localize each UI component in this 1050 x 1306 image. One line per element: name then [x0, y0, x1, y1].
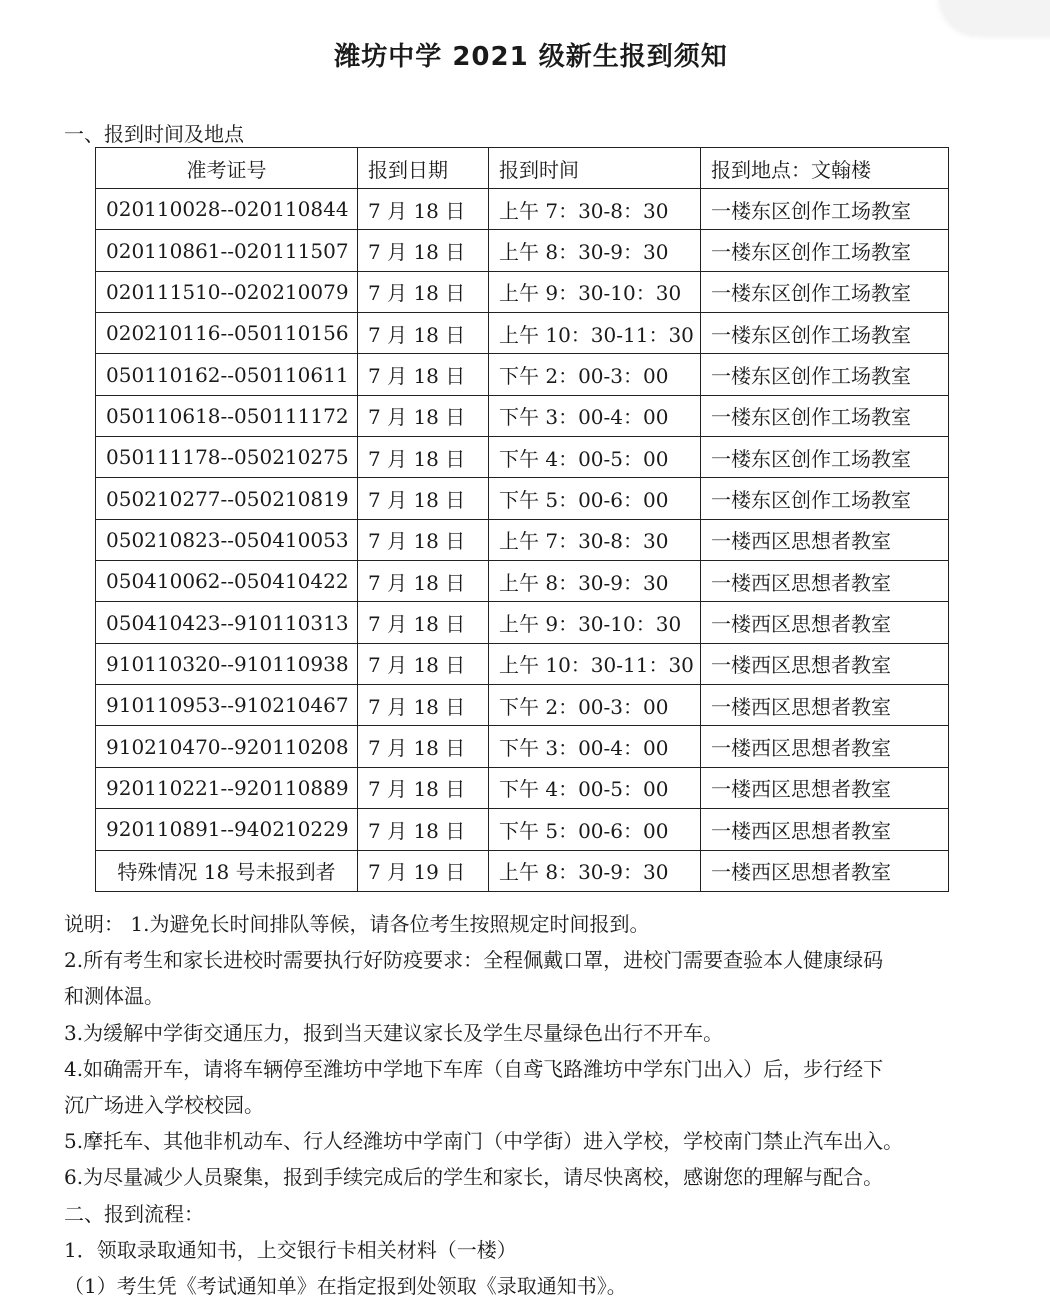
- cell-time: 上午 8：30-9：30: [489, 850, 701, 891]
- table-row: [96, 643, 949, 684]
- table-row: [96, 313, 949, 354]
- cell-time: 下午 4：00-5：00: [489, 767, 701, 808]
- cell-time: 上午 7：30-8：30: [489, 519, 701, 560]
- notes-section: [64, 906, 1024, 1304]
- cell-date: 7 月 18 日: [358, 313, 489, 354]
- cell-location: 一楼东区创作工场教室: [701, 271, 949, 312]
- cell-exam-id-range: 910110320--910110938: [96, 643, 358, 684]
- note-line: 5.摩托车、其他非机动车、行人经潍坊中学南门（中学街）进入学校，学校南门禁止汽车出入。: [64, 1129, 904, 1154]
- registration-schedule-table: [95, 147, 949, 892]
- cell-exam-id-range: 050210277--050210819: [96, 478, 358, 519]
- cell-time: 下午 2：00-3：00: [489, 354, 701, 395]
- cell-location: 一楼西区思想者教室: [701, 809, 949, 850]
- cell-date: 7 月 19 日: [358, 850, 489, 891]
- table-row: [96, 685, 949, 726]
- table-row: [96, 354, 949, 395]
- table-row: [96, 230, 949, 271]
- table-row: [96, 271, 949, 312]
- cell-location: 一楼西区思想者教室: [701, 643, 949, 684]
- cell-exam-id-range: 050410423--910110313: [96, 602, 358, 643]
- cell-location: 一楼西区思想者教室: [701, 850, 949, 891]
- cell-time: 上午 8：30-9：30: [489, 561, 701, 602]
- cell-exam-id-range: 020210116--050110156: [96, 313, 358, 354]
- cell-date: 7 月 18 日: [358, 767, 489, 808]
- cell-location: 一楼西区思想者教室: [701, 767, 949, 808]
- cell-time: 下午 5：00-6：00: [489, 478, 701, 519]
- cell-exam-id-range: 910110953--910210467: [96, 685, 358, 726]
- note-line: 2.所有考生和家长进校时需要执行好防疫要求：全程佩戴口罩，进校门需要查验本人健康绿码: [64, 948, 884, 973]
- cell-date: 7 月 18 日: [358, 726, 489, 767]
- cell-time: 下午 5：00-6：00: [489, 809, 701, 850]
- cell-location: 一楼东区创作工场教室: [701, 189, 949, 230]
- page-corner-decoration: [940, 0, 1050, 35]
- note-line: 说明： 1.为避免长时间排队等候，请各位考生按照规定时间报到。: [64, 912, 650, 936]
- cell-exam-id-range: 020111510--020210079: [96, 271, 358, 312]
- section-heading-schedule: 一、报到时间及地点: [64, 122, 244, 146]
- cell-time: 上午 10：30-11：30: [489, 643, 701, 684]
- cell-exam-id-range: 020110861--020111507: [96, 230, 358, 271]
- cell-date: 7 月 18 日: [358, 478, 489, 519]
- note-line: 二、报到流程：: [64, 1201, 204, 1226]
- cell-date: 7 月 18 日: [358, 395, 489, 436]
- cell-time: 上午 10：30-11：30: [489, 313, 701, 354]
- note-line: 3.为缓解中学街交通压力，报到当天建议家长及学生尽量绿色出行不开车。: [64, 1020, 724, 1045]
- table-row: [96, 602, 949, 643]
- table-row: [96, 850, 949, 891]
- note-line: 4.如确需开车，请将车辆停至潍坊中学地下车库（自鸢飞路潍坊中学东门出入）后，步行经下: [64, 1056, 884, 1081]
- cell-location: 一楼西区思想者教室: [701, 561, 949, 602]
- cell-exam-id-range: 020110028--020110844: [96, 189, 358, 230]
- cell-time: 下午 2：00-3：00: [489, 685, 701, 726]
- table-row: [96, 767, 949, 808]
- note-line: 和测体温。: [64, 984, 164, 1009]
- table-row: [96, 726, 949, 767]
- cell-time: 上午 9：30-10：30: [489, 271, 701, 312]
- cell-date: 7 月 18 日: [358, 437, 489, 478]
- cell-date: 7 月 18 日: [358, 685, 489, 726]
- cell-date: 7 月 18 日: [358, 189, 489, 230]
- table-row: [96, 395, 949, 436]
- header-time: 报到时间: [489, 148, 701, 189]
- cell-date: 7 月 18 日: [358, 643, 489, 684]
- cell-location: 一楼东区创作工场教室: [701, 478, 949, 519]
- note-line: 6.为尽量减少人员聚集，报到手续完成后的学生和家长，请尽快离校，感谢您的理解与配合。: [64, 1165, 884, 1190]
- cell-exam-id-range: 050110162--050110611: [96, 354, 358, 395]
- cell-date: 7 月 18 日: [358, 271, 489, 312]
- cell-location: 一楼东区创作工场教室: [701, 395, 949, 436]
- cell-date: 7 月 18 日: [358, 809, 489, 850]
- cell-location: 一楼东区创作工场教室: [701, 354, 949, 395]
- header-location: 报到地点：文翰楼: [701, 148, 949, 189]
- table-row: [96, 561, 949, 602]
- page-title: 潍坊中学 2021 级新生报到须知: [334, 42, 728, 72]
- cell-time: 上午 7：30-8：30: [489, 189, 701, 230]
- cell-exam-id-range: 050110618--050111172: [96, 395, 358, 436]
- cell-exam-id-range: 050410062--050410422: [96, 561, 358, 602]
- cell-location: 一楼西区思想者教室: [701, 602, 949, 643]
- table-row: [96, 437, 949, 478]
- cell-date: 7 月 18 日: [358, 561, 489, 602]
- cell-time: 上午 8：30-9：30: [489, 230, 701, 271]
- cell-exam-id-range: 920110891--940210229: [96, 809, 358, 850]
- cell-time: 下午 4：00-5：00: [489, 437, 701, 478]
- header-exam-id: 准考证号: [96, 148, 358, 189]
- cell-date: 7 月 18 日: [358, 519, 489, 560]
- table-row: [96, 189, 949, 230]
- cell-exam-id-range: 920110221--920110889: [96, 767, 358, 808]
- table-row: [96, 809, 949, 850]
- table-header-row: [96, 148, 949, 189]
- cell-location: 一楼西区思想者教室: [701, 519, 949, 560]
- note-line: （1）考生凭《考试通知单》在指定报到处领取《录取通知书》。: [64, 1274, 627, 1299]
- cell-location: 一楼东区创作工场教室: [701, 230, 949, 271]
- table-row: [96, 478, 949, 519]
- cell-time: 上午 9：30-10：30: [489, 602, 701, 643]
- note-line: 沉广场进入学校校园。: [64, 1093, 264, 1118]
- cell-location: 一楼东区创作工场教室: [701, 437, 949, 478]
- cell-location: 一楼西区思想者教室: [701, 726, 949, 767]
- cell-exam-id-range: 050210823--050410053: [96, 519, 358, 560]
- cell-date: 7 月 18 日: [358, 354, 489, 395]
- cell-date: 7 月 18 日: [358, 602, 489, 643]
- cell-date: 7 月 18 日: [358, 230, 489, 271]
- cell-exam-id-range: 050111178--050210275: [96, 437, 358, 478]
- cell-time: 下午 3：00-4：00: [489, 726, 701, 767]
- cell-location: 一楼西区思想者教室: [701, 685, 949, 726]
- cell-time: 下午 3：00-4：00: [489, 395, 701, 436]
- header-date: 报到日期: [358, 148, 489, 189]
- table-row: [96, 519, 949, 560]
- cell-exam-id-range: 910210470--920110208: [96, 726, 358, 767]
- cell-location: 一楼东区创作工场教室: [701, 313, 949, 354]
- cell-exam-id-range: 特殊情况 18 号未报到者: [96, 850, 358, 891]
- note-line: 1．领取录取通知书，上交银行卡相关材料（一楼）: [64, 1237, 517, 1262]
